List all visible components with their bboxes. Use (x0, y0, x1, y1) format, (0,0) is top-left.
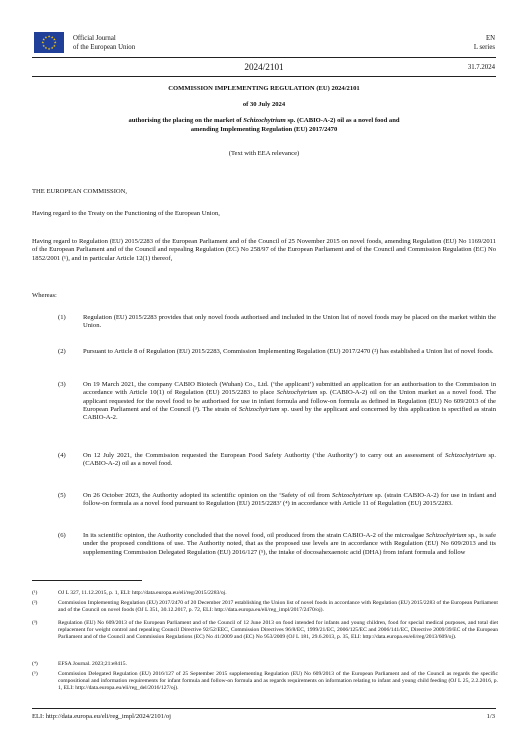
series-label: L series (473, 44, 495, 51)
recital-text: Pursuant to Article 8 of Regulation (EU) 2015/2283, Commission Implementing Regulation (EU) 2017/2470 (²) has established a Union list of novel foods. (83, 348, 494, 355)
commission-heading: THE EUROPEAN COMMISSION, (32, 188, 128, 195)
flag-star-icon: ★ (50, 46, 54, 51)
recital-text: In its scientific opinion, the Authority concluded that the novel food, oil produced from the strain CABIO-A-2 of the microalgae Schizochytrium sp., is safe under the proposed conditions of use. The Authority noted, that as the proposed use levels are in accordance with Regulation (EU) No 609/2013 and its supplementing Commission Delegated Regulation (EU) 2016/127 (⁵), the intake of docosahexaenoic acid (DHA) from infant formula and follow (83, 532, 496, 556)
footnote-text: Regulation (EU) No 609/2013 of the European Parliament and of the Council of 12 June 2013 on food intended for infants and young children, food for special medical purposes, and total diet replacement for weight control and repealing Council Directive 92/52/EEC, Commission Directives 96/8/EC, 1999/21/EC, 2006/125/EC and 2006/141/EC, Directive 2009/39/EC of the European Parliament and of the Council and Commission Regulations (EC) No 41/2009 and (EC) No 953/2009 (OJ L 181, 29.6.2013, p. 35, ELI: http://data.europa.eu/eli/reg/2013/609/oj). (58, 620, 498, 640)
flag-star-icon: ★ (50, 35, 54, 40)
recital-number: (3) (58, 381, 66, 388)
footnote-number: (³) (32, 620, 38, 626)
recital-number: (1) (58, 314, 66, 321)
flag-star-icon: ★ (52, 43, 56, 48)
recital-text: On 19 March 2021, the company CABIO Biotech (Wuhan) Co., Ltd. (‘the applicant’) submitted an application for an authorisation to the Commission in accordance with Article 10(1) of Regulation (EU) 2015/2283 to place Schizochytrium sp. (CABIO-A-2) oil on the Union market as a novel food. The applicant requested for the novel food to be authorised for use in infant formula and follow-on formula as defined in Regulation (EU) No 609/2013 of the European Parliament and of the Council (³). The strain of Schizochytrium sp. used by the applicant and concerned by this application is specified as strain CABIO-A-2. (83, 381, 496, 422)
footnote-text: EFSA Journal. 2023;21:e8415. (58, 661, 127, 667)
flag-star-icon: ★ (44, 46, 48, 51)
regulation-date: of 30 July 2024 (242, 101, 286, 108)
recital-text: On 12 July 2021, the Commission requested the European Food Safety Authority (‘the Authority’) to carry out an assessment of Schizochytrium sp. (CABIO-A-2) oil as a novel food. (83, 452, 496, 468)
flag-star-icon: ★ (47, 34, 51, 39)
whereas-heading: Whereas: (32, 292, 57, 299)
recital-number: (6) (58, 532, 66, 539)
recital-number: (2) (58, 348, 66, 355)
flag-star-icon: ★ (53, 40, 57, 45)
publication-date: 31.7.2024 (467, 64, 495, 71)
footer-rule (32, 708, 496, 709)
regulation-citation: Having regard to Regulation (EU) 2015/2283 of the European Parliament and of the Council of 25 November 2015 on novel foods, amending Regulation (EU) No 1169/2011 of the European Parliament and of the Council and repealing Regulation (EC) No 258/97 of the European Parliament and of the Council and Commission Regulation (EC) No 1852/2001 (¹), and in particular Article 12(1) thereof, (32, 238, 496, 262)
recital-number: (4) (58, 452, 66, 459)
recital-text: On 26 October 2023, the Authority adopted its scientific opinion on the ‘Safety of oil from Schizochytrium sp. (strain CABIO-A-2) for use in infant and follow-on formula as a novel food pursuant to Regulation (EU) 2015/2283’ (⁴) in accordance with Article 11 of Regulation (EU) 2015/2283. (83, 492, 497, 508)
footnote-text: Commission Delegated Regulation (EU) 2016/127 of 25 September 2015 supplementing Regulation (EU) No 609/2013 of the European Parliament and of the Council as regards the specific compositional and information requirements for infant formula and follow-on formula and as regards requirements on information relating to infant and young child feeding (OJ L 25, 2.2.2016, p. 1, ELI: http://data.europa.eu/eli/reg_del/2016/127/oj). (58, 671, 498, 691)
document-number: 2024/2101 (244, 62, 284, 72)
regulation-subject-line2: amending Implementing Regulation (EU) 2017/2470 (190, 126, 338, 133)
flag-star-icon: ★ (41, 40, 45, 45)
footnote-number: (²) (32, 600, 38, 606)
footnote-number: (⁴) (32, 661, 38, 667)
eea-relevance: (Text with EEA relevance) (228, 150, 300, 157)
footnote-number: (¹) (32, 590, 38, 596)
footnote-text: OJ L 327, 11.12.2015, p. 1, ELI: http://data.europa.eu/eli/reg/2015/2283/oj. (58, 590, 227, 596)
flag-star-icon: ★ (42, 37, 46, 42)
flag-star-icon: ★ (52, 37, 56, 42)
flag-star-icon: ★ (47, 46, 51, 51)
eli-link[interactable]: ELI: http://data.europa.eu/eli/reg_impl/2024/2101/oj (32, 713, 171, 720)
regulation-title: COMMISSION IMPLEMENTING REGULATION (EU) 2024/2101 (168, 85, 360, 92)
recital-text: Regulation (EU) 2015/2283 provides that only novel foods authorised and included in the Union list of novel foods may be placed on the market within the Union. (83, 314, 496, 330)
flag-star-icon: ★ (44, 35, 48, 40)
eu-flag-icon (34, 32, 64, 53)
footnote-text: Commission Implementing Regulation (EU) 2017/2470 of 20 December 2017 establishing the Union list of novel foods in accordance with Regulation (EU) 2015/2283 of the European Parliament and of the Council on novel foods (OJ L 351, 30.12.2017, p. 72, ELI: http://data.europa.eu/eli/reg_impl/2017/2470/oj). (58, 600, 498, 613)
header-rule-2 (32, 76, 496, 77)
header-rule (32, 57, 496, 58)
journal-title-line1: Official Journal (73, 35, 116, 42)
footnote-rule (32, 580, 142, 581)
treaty-citation: Having regard to the Treaty on the Functioning of the European Union, (32, 210, 220, 217)
page-number: 1/3 (486, 713, 495, 720)
flag-star-icon: ★ (42, 43, 46, 48)
recital-number: (5) (58, 492, 66, 499)
regulation-subject-line1: authorising the placing on the market of Schizochytrium sp. (CABIO-A-2) oil as a novel food and (128, 117, 400, 124)
language-code: EN (485, 35, 495, 42)
footnote-number: (⁵) (32, 671, 38, 677)
journal-title-line2: of the European Union (73, 44, 136, 51)
